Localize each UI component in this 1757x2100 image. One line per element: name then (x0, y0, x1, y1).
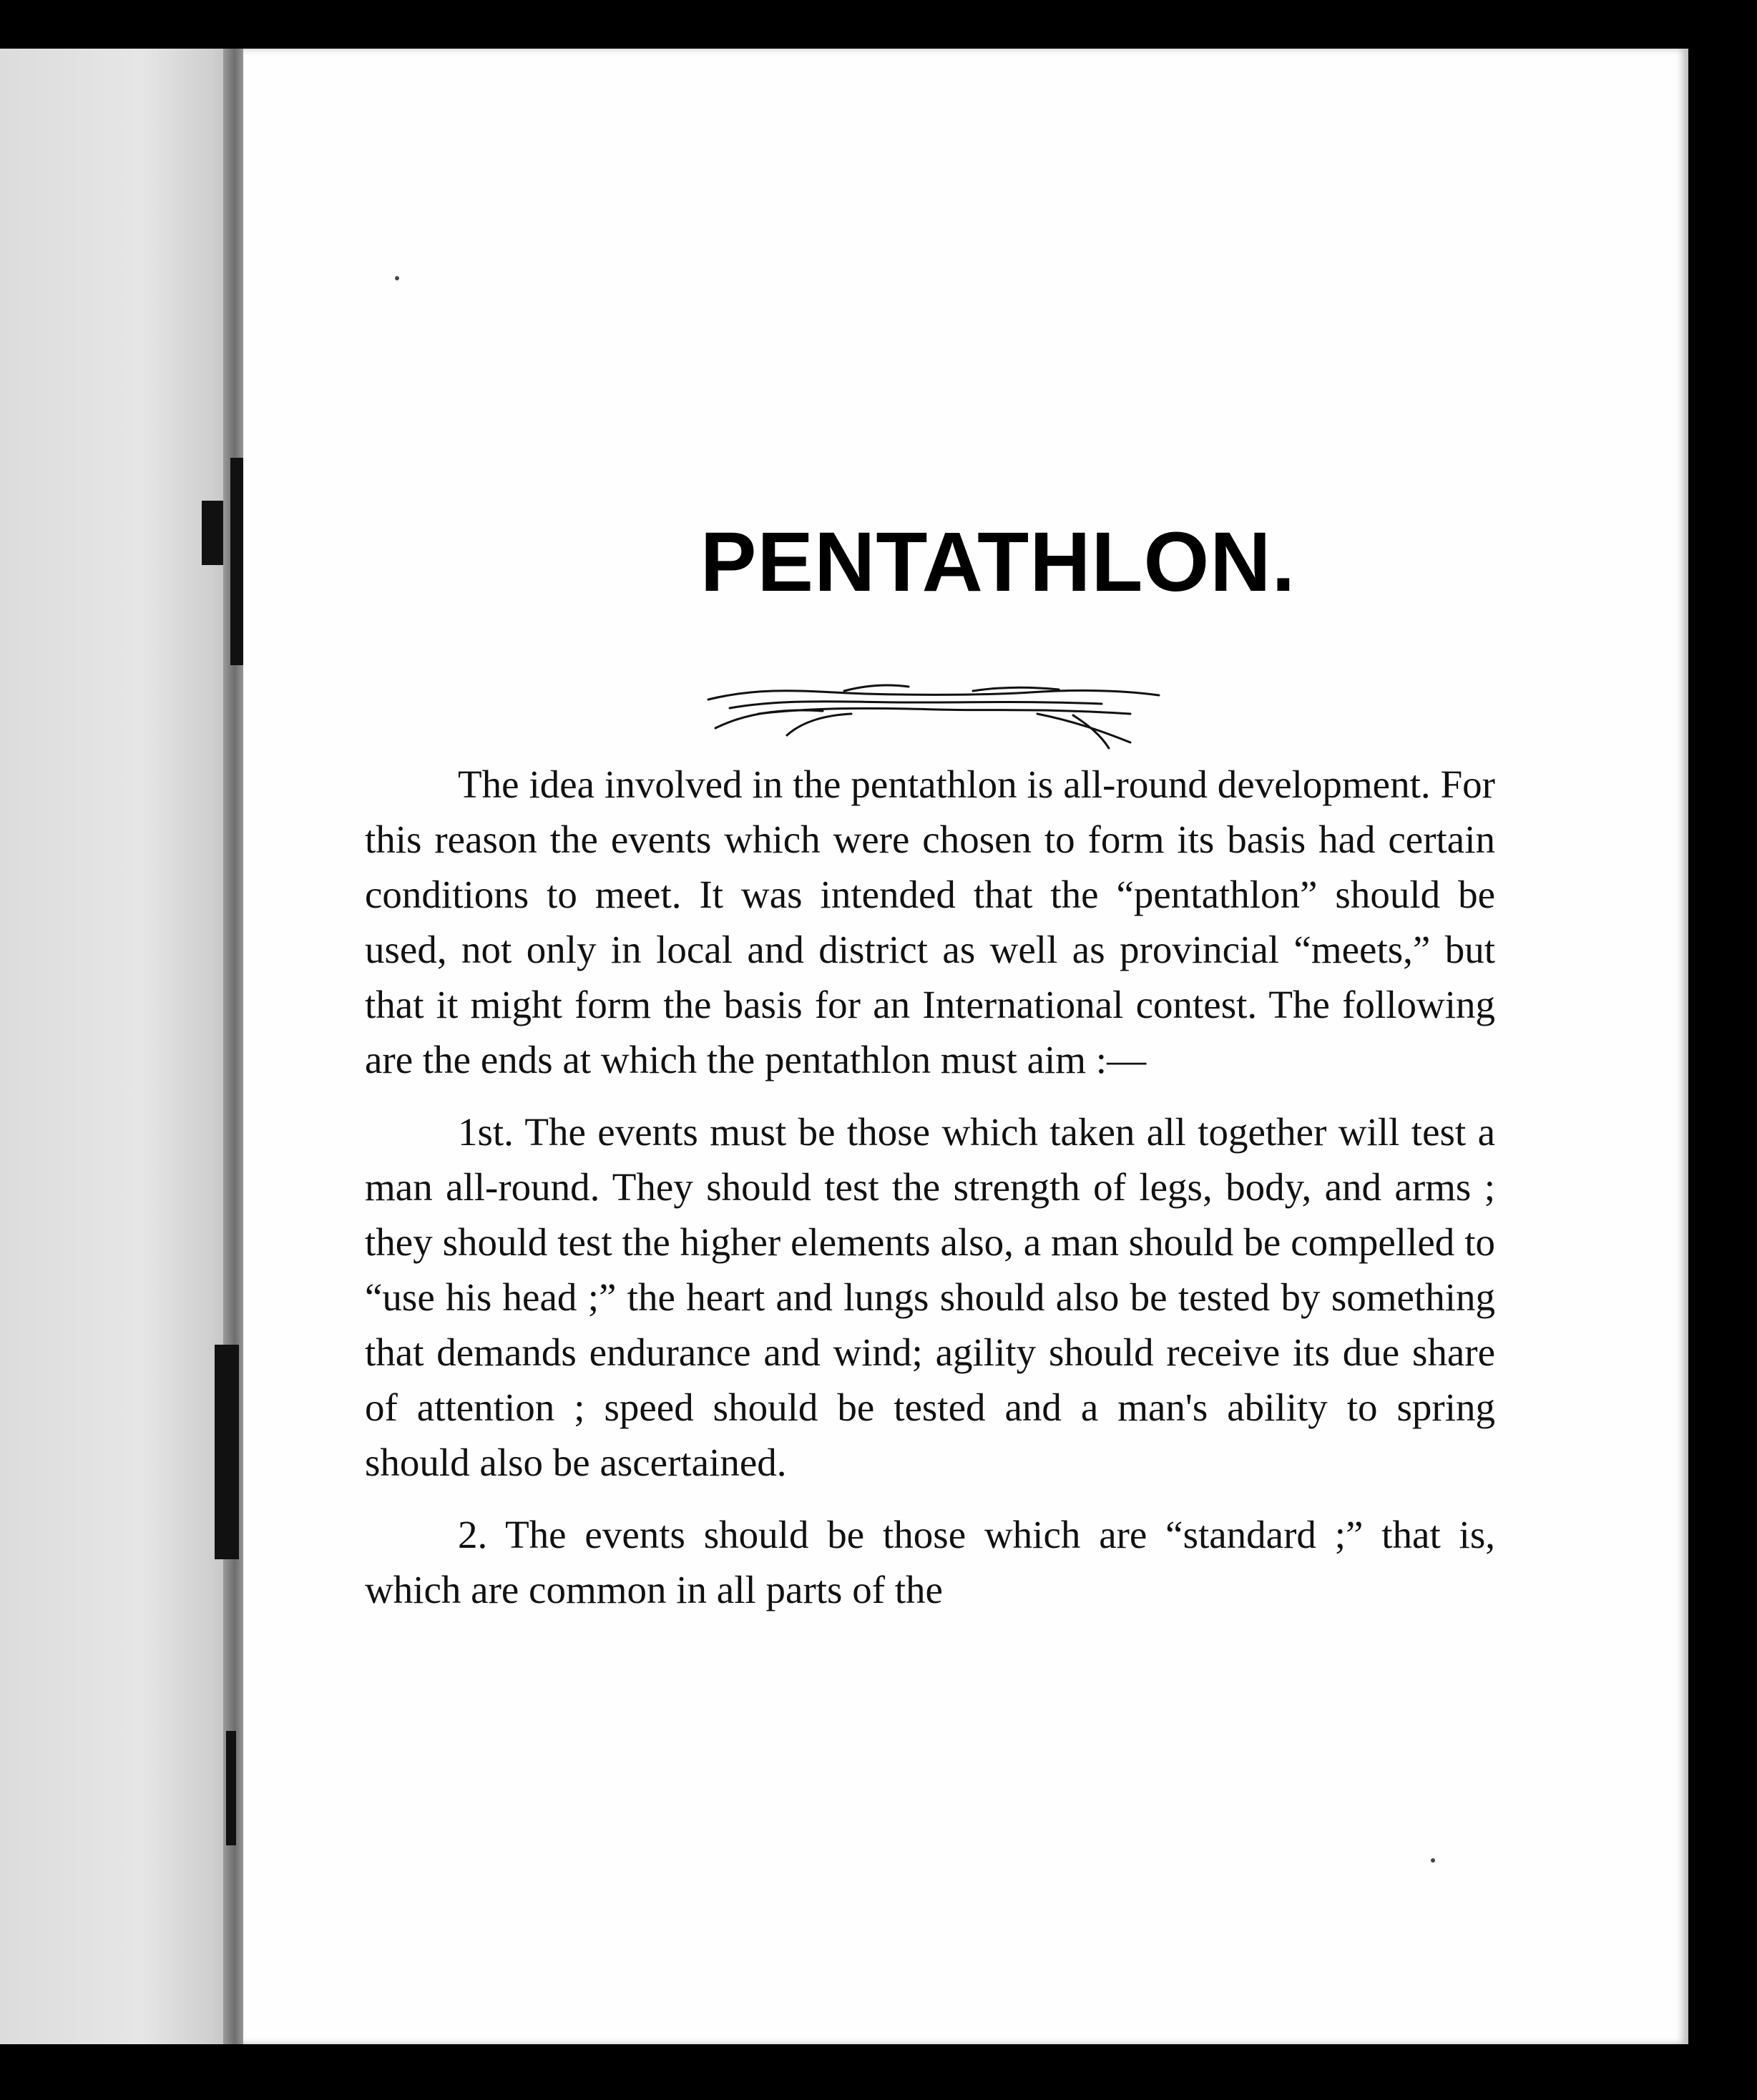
scroll-flourish-icon (701, 671, 1166, 750)
paper-speck (1431, 1858, 1435, 1863)
binding-thread-mark (226, 1731, 236, 1845)
page-title: PENTATHLON. (700, 515, 1296, 609)
paragraph-first-condition: 1st. The events must be those which taken all together will test a man all-round. They should test the strength of legs, body, and arms ; they should test the higher elements also, a man should be compelled to “use his head ;” the heart and lungs should also be tested by something that demands endurance and wind; agility should receive its due share of attention ; speed should be tested and a man's ability to spring should also be ascertained. (365, 1110, 1495, 1484)
binding-thread-mark (202, 501, 223, 565)
paragraph-second-condition: 2. The events should be those which are “standard ;” that is, which are common in all parts of the (365, 1513, 1495, 1611)
body-text (365, 757, 1495, 1634)
paper-speck (395, 276, 399, 280)
binding-thread-mark (215, 1345, 239, 1559)
left-facing-page (0, 49, 236, 2044)
paragraph-intro: The idea involved in the pentathlon is all-round development. For this reason the events which were chosen to form its basis had certain conditions to meet. It was intended that the “pentathlon” should be used, not only in local and district as well as provincial “meets,” but that it might form the basis for an International contest. The following are the ends at which the pentathlon must aim :— (365, 762, 1495, 1081)
document-page (243, 49, 1688, 2044)
